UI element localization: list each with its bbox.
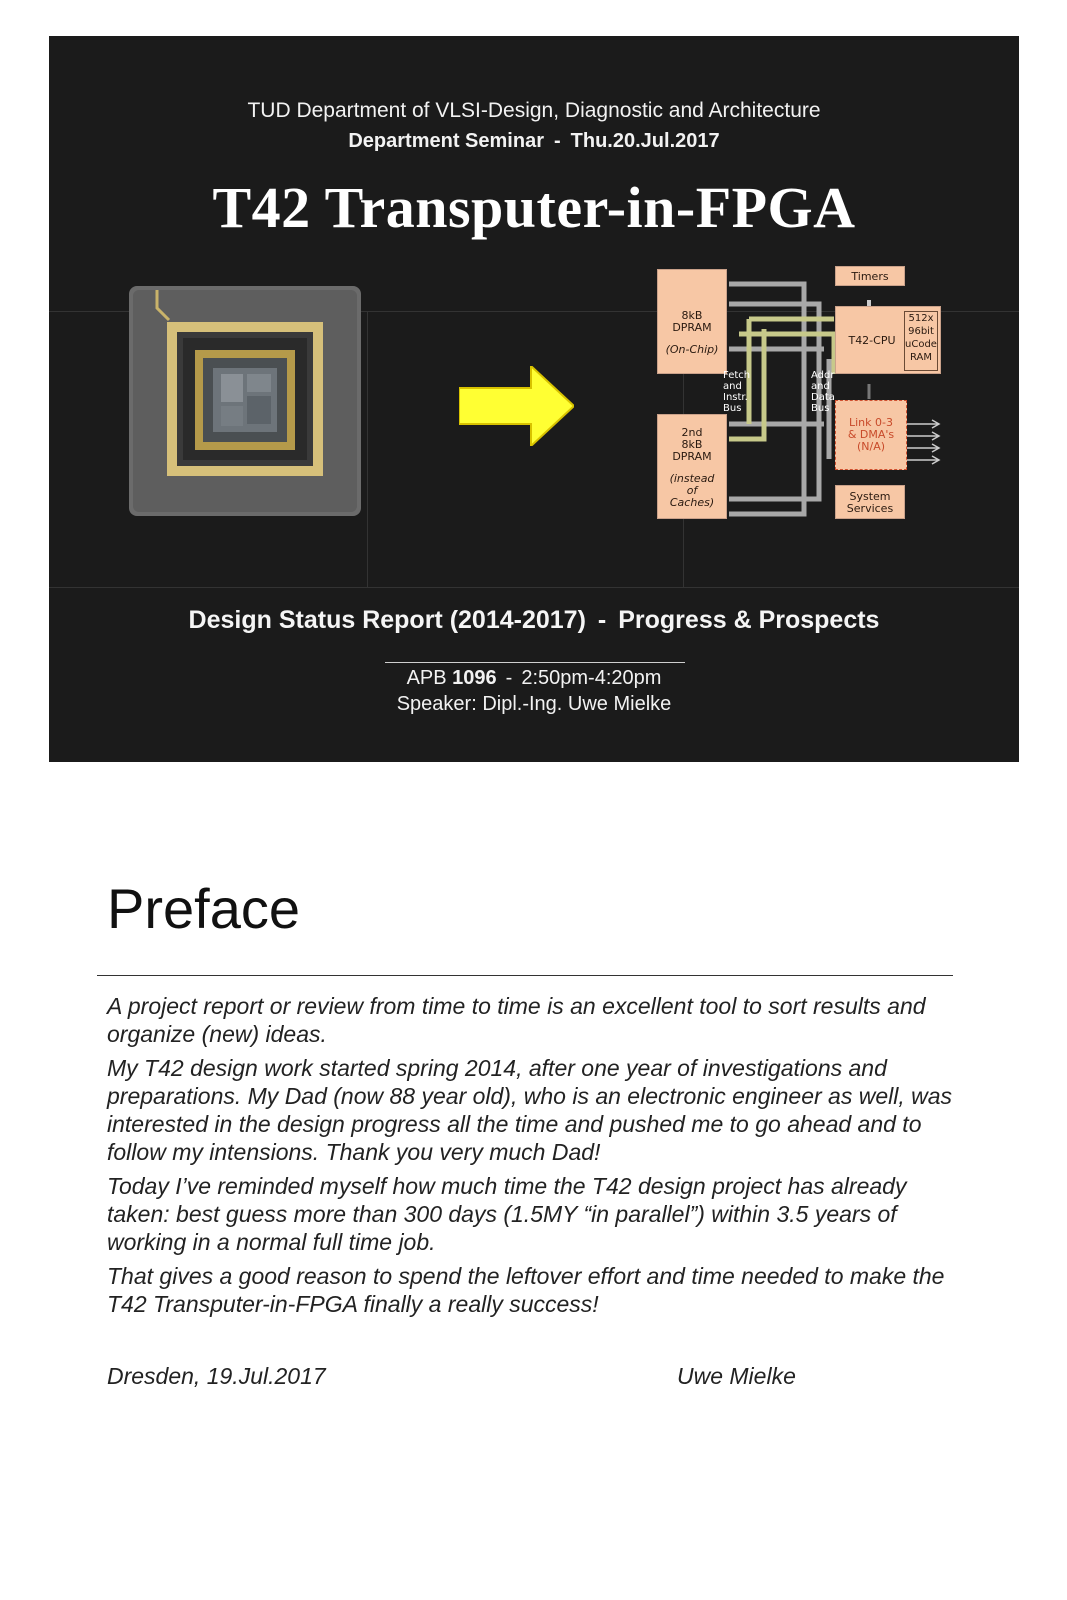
room-number: 1096 — [452, 667, 497, 689]
seminar-date: Thu.20.Jul.2017 — [570, 130, 720, 152]
addr-bus-label-3: Data — [811, 392, 835, 403]
dpram2-note-1: (instead — [669, 472, 715, 485]
dpram2-label-2: 8kB — [681, 438, 703, 451]
slide-subtitle — [49, 606, 1019, 635]
link-dma-block — [835, 400, 907, 470]
dpram2-note-2: of — [686, 484, 698, 497]
system-label-2: Services — [846, 502, 894, 515]
fetch-bus-label — [723, 370, 750, 414]
addr-bus-label-2: and — [811, 381, 830, 392]
title-slide — [49, 36, 1019, 762]
arrow-right-icon — [459, 366, 574, 446]
fetch-bus-label-2: and — [723, 381, 742, 392]
speaker-line: Speaker: Dipl.-Ing. Uwe Mielke — [396, 693, 672, 715]
block-diagram — [649, 264, 959, 529]
subtitle-right: Progress & Prospects — [618, 606, 880, 634]
dpram2-note-3: Caches) — [669, 496, 715, 509]
fetch-bus-label-4: Bus — [723, 403, 742, 414]
addr-bus-label — [811, 370, 835, 414]
link-label-1: Link 0-3 — [849, 416, 893, 429]
cpu-block — [835, 306, 941, 374]
system-label-1: System — [849, 490, 891, 503]
addr-bus-label-1: Addr — [811, 370, 835, 381]
chip-photo — [129, 286, 361, 516]
dpram2-block — [657, 414, 727, 519]
time-range: 2:50pm-4:20pm — [521, 667, 662, 689]
preface-paragraph: Today I’ve reminded myself how much time the T42 design project has already taken: best guess more than 300 days (1.5MY “in parallel”) within 3.5 years of working in a normal full time job. — [107, 1173, 907, 1255]
link-label-2: & DMA's — [847, 428, 895, 441]
preface-title: Preface — [107, 877, 300, 940]
ucode-label-1: 512x — [908, 313, 934, 324]
seminar-separator: - — [553, 130, 561, 152]
room-prefix: APB — [406, 667, 447, 689]
grid-line — [49, 587, 1019, 588]
dpram-size: 8kB — [681, 309, 703, 322]
preface-divider — [97, 975, 953, 976]
link-label-3: (N/A) — [856, 440, 886, 453]
dpram-note: (On-Chip) — [665, 343, 719, 356]
ucode-label-3: uCode — [905, 339, 937, 350]
seminar-label: Department Seminar — [348, 130, 544, 152]
fetch-bus-label-1: Fetch — [723, 370, 751, 381]
seminar-line — [49, 130, 1019, 153]
preface-paragraph: A project report or review from time to time is an excellent tool to sort results and organize (new) ideas. — [107, 993, 926, 1047]
dpram2-label-1: 2nd — [681, 426, 703, 439]
addr-bus-label-4: Bus — [811, 403, 830, 414]
room-time-line — [49, 667, 1019, 690]
dpram-label: DPRAM — [672, 321, 712, 334]
slide-title: T42 Transputer-in-FPGA — [212, 175, 856, 240]
ucode-ram-block — [904, 311, 938, 371]
room-separator: - — [505, 667, 513, 689]
place-date: Dresden, 19.Jul.2017 — [107, 1363, 326, 1389]
divider — [385, 662, 685, 663]
cpu-label: T42-CPU — [848, 334, 896, 347]
dpram2-label-3: DPRAM — [672, 450, 712, 463]
subtitle-separator: - — [597, 606, 607, 634]
grid-line — [367, 311, 368, 587]
preface-paragraph: My T42 design work started spring 2014, after one year of investigations and preparations. My Dad (now 88 year old), who is an electronic engineer as well, was interested in the design progress all the time and pushed me to go ahead and to follow my intensions. Thank you very much Dad! — [107, 1055, 953, 1165]
preface-paragraph: That gives a good reason to spend the leftover effort and time needed to make the T42 Transputer-in-FPGA finally a really success! — [107, 1263, 945, 1317]
ucode-label-2: 96bit — [908, 326, 934, 337]
subtitle-left: Design Status Report (2014-2017) — [188, 606, 586, 634]
timers-block: Timers — [835, 266, 905, 286]
author-signature: Uwe Mielke — [677, 1363, 796, 1389]
system-services-block — [835, 485, 905, 519]
department-line: TUD Department of VLSI-Design, Diagnostic and Architecture — [247, 99, 821, 122]
fetch-bus-label-3: Instr. — [723, 392, 748, 403]
preface-body — [107, 992, 957, 1324]
ucode-label-4: RAM — [909, 352, 932, 363]
dpram-block — [657, 269, 727, 374]
